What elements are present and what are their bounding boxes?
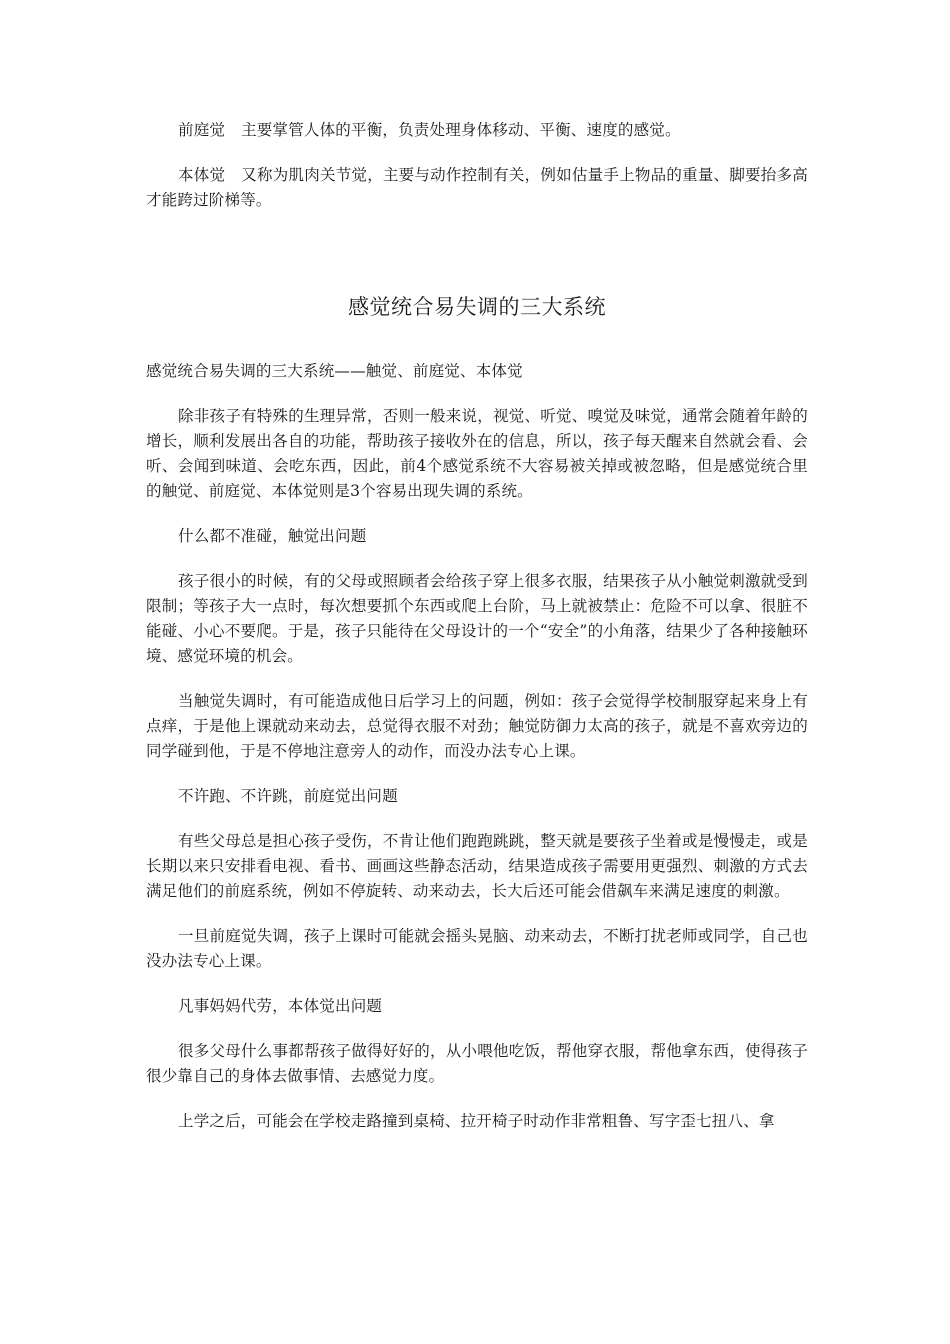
document-page: [146, 118, 808, 1134]
definition-text: 主要掌管人体的平衡，负责处理身体移动、平衡、速度的感觉。: [241, 121, 681, 139]
paragraph: 上学之后，可能会在学校走路撞到桌椅、拉开椅子时动作非常粗鲁、写字歪七扭八、拿: [178, 1112, 775, 1130]
definition-text: 又称为肌肉关节觉，主要与动作控制有关，例如估量手上物品的重量、脚要抬多高才能跨过阶梯等。: [146, 166, 808, 209]
definition-term: 前庭觉: [178, 121, 226, 139]
section-title: 感觉统合易失调的三大系统: [348, 295, 606, 319]
paragraph: 有些父母总是担心孩子受伤，不肯让他们跑跑跳跳，整天就是要孩子坐着或是慢慢走，或是长期以来只安排看电视、看书、画画这些静态活动，结果造成孩子需要用更强烈、刺激的方式去满足他们的前庭系统，例如不停旋转、动来动去，长大后还可能会借飙车来满足速度的刺激。: [146, 832, 808, 900]
definition-proprioception: [146, 163, 808, 213]
section-subtitle: 感觉统合易失调的三大系统——触觉、前庭觉、本体觉: [146, 362, 523, 380]
definition-vestibular: [146, 118, 808, 143]
subheading-vestibular: 不许跑、不许跳，前庭觉出问题: [178, 787, 398, 805]
paragraph: 除非孩子有特殊的生理异常，否则一般来说，视觉、听觉、嗅觉及味觉，通常会随着年龄的增长，顺利发展出各自的功能，帮助孩子接收外在的信息，所以，孩子每天醒来自然就会看、会听、会闻到味道、会吃东西，因此，前4个感觉系统不大容易被关掉或被忽略，但是感觉统合里的触觉、前庭觉、本体觉则是3个容易出现失调的系统。: [146, 407, 808, 500]
subheading-proprioception: 凡事妈妈代劳，本体觉出问题: [178, 997, 383, 1015]
paragraph: 孩子很小的时候，有的父母或照顾者会给孩子穿上很多衣服，结果孩子从小触觉刺激就受到限制；等孩子大一点时，每次想要抓个东西或爬上台阶，马上就被禁止：危险不可以拿、很脏不能碰、小心不要爬。于是，孩子只能待在父母设计的一个“安全”的小角落，结果少了各种接触环境、感觉环境的机会。: [146, 572, 808, 665]
paragraph: 一旦前庭觉失调，孩子上课时可能就会摇头晃脑、动来动去，不断打扰老师或同学，自己也没办法专心上课。: [146, 927, 808, 970]
definition-term: 本体觉: [178, 166, 226, 184]
paragraph: 当触觉失调时，有可能造成他日后学习上的问题，例如：孩子会觉得学校制服穿起来身上有点痒，于是他上课就动来动去，总觉得衣服不对劲；触觉防御力太高的孩子，就是不喜欢旁边的同学碰到他，于是不停地注意旁人的动作，而没办法专心上课。: [146, 692, 808, 760]
paragraph: 很多父母什么事都帮孩子做得好好的，从小喂他吃饭，帮他穿衣服，帮他拿东西，使得孩子很少靠自己的身体去做事情、去感觉力度。: [146, 1042, 808, 1085]
subheading-touch: 什么都不准碰，触觉出问题: [178, 527, 367, 545]
